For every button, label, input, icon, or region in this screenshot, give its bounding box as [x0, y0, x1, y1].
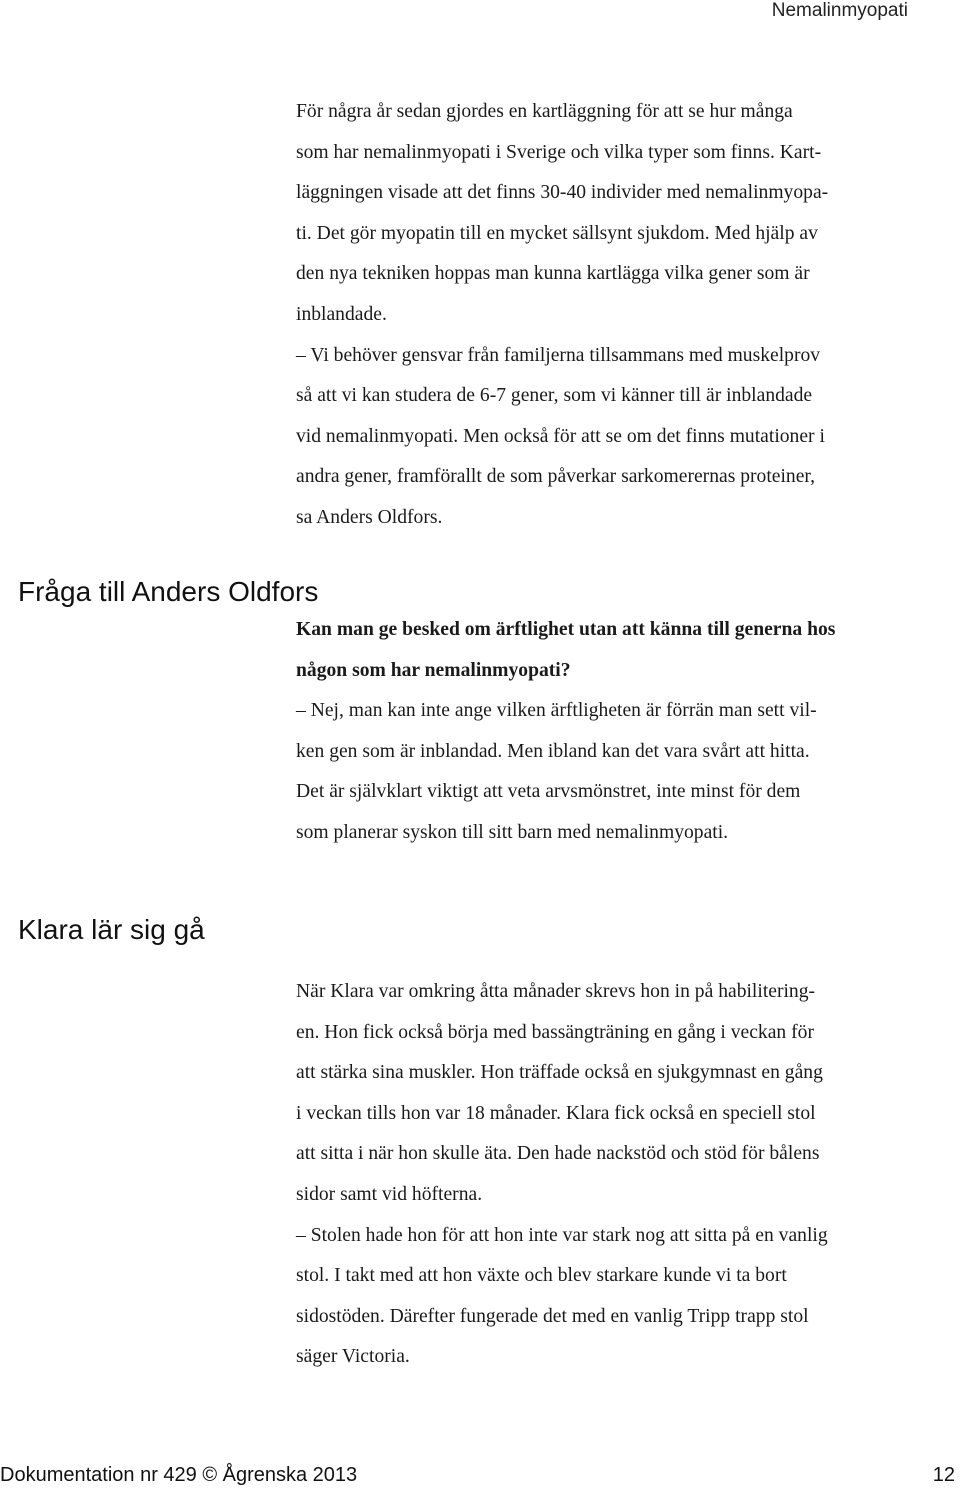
text-line: – Vi behöver gensvar från familjerna tillsammans med muskelprov [296, 344, 821, 366]
klara-paragraph [296, 972, 931, 1378]
intro-paragraph [296, 92, 931, 539]
text-line: den nya tekniken hoppas man kunna kartlägga vilka gener som är [296, 263, 810, 285]
text-line: inblandade. [296, 303, 387, 325]
question-text [296, 610, 931, 691]
text-line: Det är självklart viktigt att veta arvsmönstret, inte minst för dem [296, 781, 801, 803]
text-line: som har nemalinmyopati i Sverige och vilka typer som finns. Kart- [296, 141, 822, 163]
text-line: säger Victoria. [296, 1346, 410, 1368]
text-line: vid nemalinmyopati. Men också för att se om det finns mutationer i [296, 425, 825, 447]
text-line: att sitta i när hon skulle äta. Den hade nackstöd och stöd för bålens [296, 1143, 820, 1165]
text-line: sidostöden. Därefter fungerade det med en vanlig Tripp trapp stol [296, 1305, 809, 1327]
text-line: sidor samt vid höfterna. [296, 1183, 483, 1205]
text-line: – Nej, man kan inte ange vilken ärftligheten är förrän man sett vil- [296, 700, 817, 721]
section-heading-klara: Klara lär sig gå [18, 914, 205, 945]
text-line: – Stolen hade hon för att hon inte var stark nog att sitta på en vanlig [296, 1224, 828, 1246]
text-line: andra gener, framförallt de som påverkar sarkomerernas proteiner, [296, 466, 816, 488]
text-line: För några år sedan gjordes en kartläggning för att se hur många [296, 101, 793, 122]
text-line: stol. I takt med att hon växte och blev starkare kunde vi ta bort [296, 1265, 787, 1287]
answer-paragraph [296, 691, 931, 853]
text-line: att stärka sina muskler. Hon träffade också en sjukgymnast en gång [296, 1062, 823, 1084]
text-line: läggningen visade att det finns 30-40 individer med nemalinmyopa- [296, 182, 829, 204]
text-line: i veckan tills hon var 18 månader. Klara fick också en speciell stol [296, 1102, 816, 1124]
section-heading-question: Fråga till Anders Oldfors [18, 576, 319, 607]
footer-publication: Dokumentation nr 429 © Ågrenska 2013 [0, 1464, 358, 1486]
text-line: så att vi kan studera de 6-7 gener, som vi känner till är inblandade [296, 385, 813, 407]
text-line: som planerar syskon till sitt barn med nemalinmyopati. [296, 821, 729, 843]
text-line: När Klara var omkring åtta månader skrevs hon in på habilitering- [296, 981, 816, 1002]
text-line: någon som har nemalinmyopati? [296, 659, 571, 681]
text-line: en. Hon fick också börja med bassängträning en gång i veckan för [296, 1021, 814, 1043]
text-line: Kan man ge besked om ärftlighet utan att känna till generna hos [296, 619, 836, 640]
running-header: Nemalinmyopati [771, 0, 908, 21]
text-line: ti. Det gör myopatin till en mycket sällsynt sjukdom. Med hjälp av [296, 222, 818, 244]
text-line: sa Anders Oldfors. [296, 506, 443, 528]
page-number: 12 [932, 1464, 955, 1486]
text-line: ken gen som är inblandad. Men ibland kan det vara svårt att hitta. [296, 740, 810, 762]
